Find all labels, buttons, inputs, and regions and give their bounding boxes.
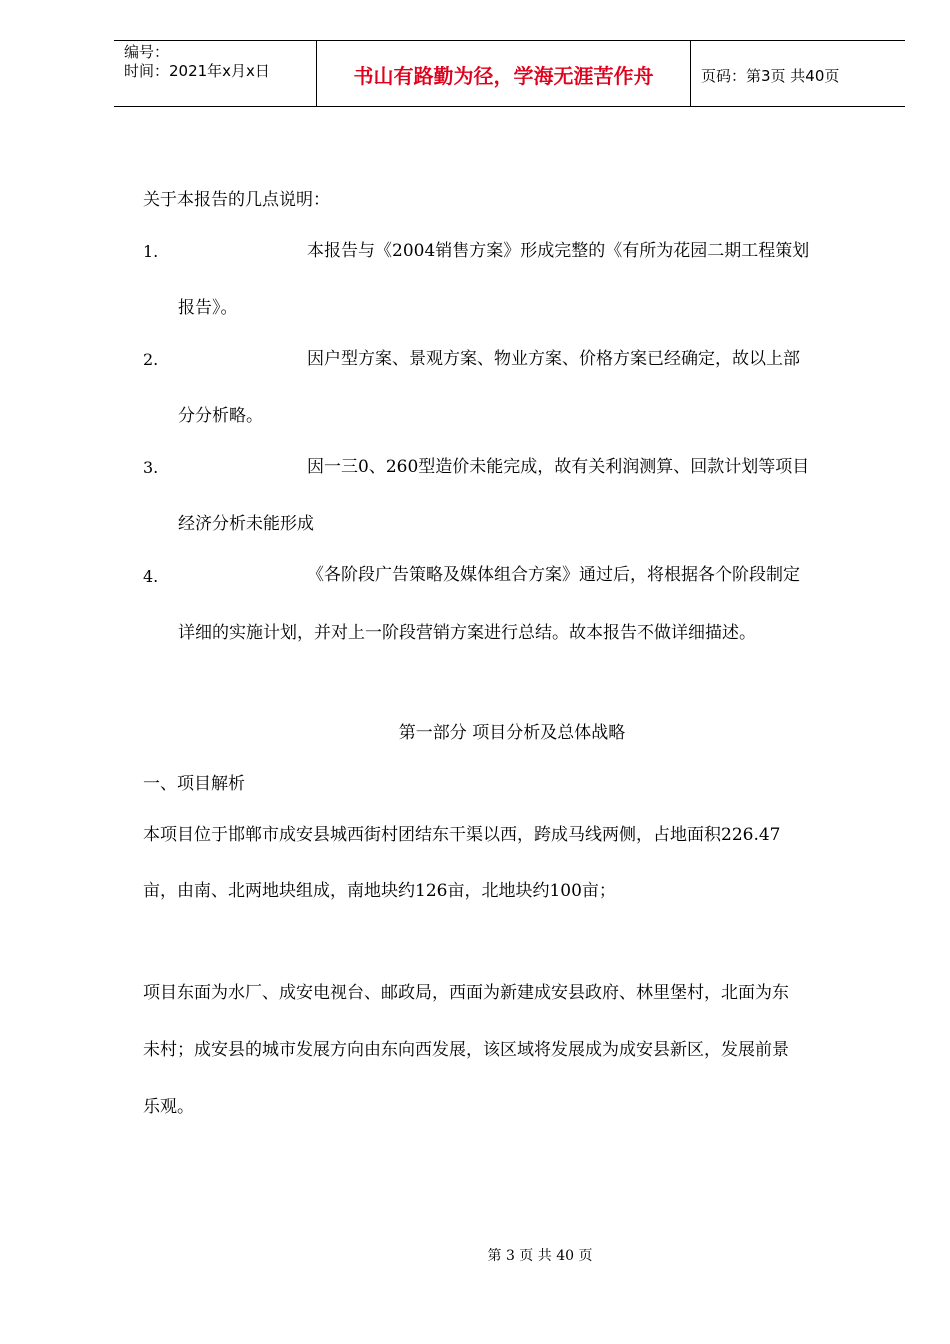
header-motto-cell [316, 41, 691, 106]
note-number: 1. [143, 242, 159, 261]
header-page-label: 页码：第3页 共40页 [701, 67, 840, 85]
note-text: 本报告与《2004销售方案》形成完整的《有所为花园二期工程策划 [307, 241, 810, 261]
note-text-continued: 报告》。 [178, 298, 238, 318]
paragraph-line: 乐观。 [143, 1097, 194, 1117]
section-subheading: 一、项目解析 [143, 774, 245, 794]
document-number-label: 编号： [124, 43, 170, 61]
header-page-cell [691, 41, 905, 106]
note-text-continued: 详细的实施计划，并对上一阶段营销方案进行总结。故本报告不做详细描述。 [178, 623, 756, 643]
note-number: 3. [143, 458, 159, 477]
paragraph-line: 本项目位于邯郸市成安县城西街村团结东干渠以西，跨成马线两侧，占地面积226.47 [143, 825, 781, 845]
document-header [114, 40, 905, 107]
note-number: 4. [143, 567, 159, 586]
paragraph-line: 未村；成安县的城市发展方向由东向西发展，该区域将发展成为成安县新区，发展前景 [143, 1040, 789, 1060]
section-title: 第一部分 项目分析及总体战略 [398, 723, 626, 743]
paragraph-line: 项目东面为水厂、成安电视台、邮政局，西面为新建成安县政府、林里堡村，北面为东 [143, 983, 789, 1003]
note-number: 2. [143, 350, 159, 369]
notes-heading: 关于本报告的几点说明： [143, 190, 330, 210]
page-footer: 第 3 页 共 40 页 [487, 1248, 593, 1264]
note-text-continued: 经济分析未能形成 [178, 514, 314, 534]
note-text: 《各阶段广告策略及媒体组合方案》通过后，将根据各个阶段制定 [307, 565, 800, 585]
document-time-label: 时间：2021年x月x日 [124, 62, 270, 80]
paragraph-line: 亩，由南、北两地块组成，南地块约126亩，北地块约100亩； [143, 881, 616, 901]
header-motto: 书山有路勤为径，学海无涯苦作舟 [353, 64, 654, 88]
note-text: 因一三0、260型造价未能完成，故有关利润测算、回款计划等项目 [307, 457, 810, 477]
note-text: 因户型方案、景观方案、物业方案、价格方案已经确定，故以上部 [307, 349, 800, 369]
note-text-continued: 分分析略。 [178, 406, 263, 426]
header-meta-cell [114, 41, 316, 106]
